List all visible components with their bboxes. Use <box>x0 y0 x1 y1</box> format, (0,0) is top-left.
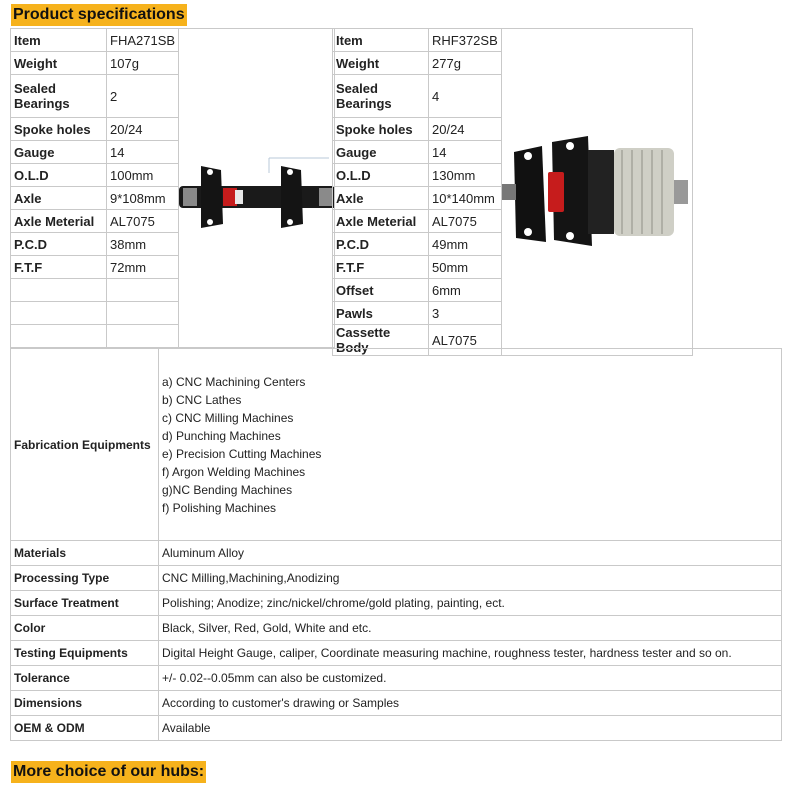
spec-value-pawls: 3 <box>429 302 502 325</box>
attribute-label-testing-equipments: Testing Equipments <box>11 641 159 666</box>
spec-label-spoke-holes: Spoke holes <box>333 118 429 141</box>
attribute-value-dimensions: According to customer's drawing or Samples <box>159 691 782 716</box>
spec-label-axle: Axle <box>11 187 107 210</box>
spec-label-axle: Axle <box>333 187 429 210</box>
spec-label-spoke-holes: Spoke holes <box>11 118 107 141</box>
spec-value-spoke-holes: 20/24 <box>107 118 179 141</box>
attribute-label-materials: Materials <box>11 541 159 566</box>
attribute-row <box>11 666 782 691</box>
attribute-value-materials: Aluminum Alloy <box>159 541 782 566</box>
spec-label-sealed-bearings: Sealed Bearings <box>333 75 429 118</box>
spec-value-f-t-f: 50mm <box>429 256 502 279</box>
attribute-label-oem-odm: OEM & ODM <box>11 716 159 741</box>
spec-label-weight: Weight <box>11 52 107 75</box>
empty-cell <box>107 302 179 325</box>
spec-label-axle-meterial: Axle Meterial <box>11 210 107 233</box>
spec-row <box>333 29 693 52</box>
spec-label-p-c-d: P.C.D <box>11 233 107 256</box>
spec-label-p-c-d: P.C.D <box>333 233 429 256</box>
spec-value-weight: 107g <box>107 52 179 75</box>
spec-value-p-c-d: 38mm <box>107 233 179 256</box>
spec-label-o-l-d: O.L.D <box>333 164 429 187</box>
attribute-value-processing-type: CNC Milling,Machining,Anodizing <box>159 566 782 591</box>
attribute-value-testing-equipments: Digital Height Gauge, caliper, Coordinate measuring machine, roughness tester, hardness tester and so on. <box>159 641 782 666</box>
spec-value-item: RHF372SB <box>429 29 502 52</box>
hub-image-cell <box>179 29 335 348</box>
product-specifications-heading: Product specifications <box>11 4 187 26</box>
attribute-value-tolerance: +/- 0.02--0.05mm can also be customized. <box>159 666 782 691</box>
spec-label-f-t-f: F.T.F <box>11 256 107 279</box>
spec-label-cassette-body: Cassette Body <box>333 325 429 356</box>
spec-value-axle: 10*140mm <box>429 187 502 210</box>
spec-value-spoke-holes: 20/24 <box>429 118 502 141</box>
spec-label-axle-meterial: Axle Meterial <box>333 210 429 233</box>
fabrication-item: f) Polishing Machines <box>162 500 277 515</box>
spec-label-offset: Offset <box>333 279 429 302</box>
spec-label-f-t-f: F.T.F <box>333 256 429 279</box>
fabrication-item: a) CNC Machining Centers <box>162 374 306 389</box>
attribute-row <box>11 541 782 566</box>
hub-image <box>179 29 334 347</box>
attribute-label-color: Color <box>11 616 159 641</box>
spec-value-f-t-f: 72mm <box>107 256 179 279</box>
spec-value-item: FHA271SB <box>107 29 179 52</box>
spec-label-o-l-d: O.L.D <box>11 164 107 187</box>
spec-value-cassette-body: AL7075 <box>429 325 502 356</box>
spec-label-pawls: Pawls <box>333 302 429 325</box>
spec-row <box>11 29 335 52</box>
fabrication-table <box>10 348 782 741</box>
fabrication-item: b) CNC Lathes <box>162 392 242 407</box>
attribute-row <box>11 591 782 616</box>
attribute-label-dimensions: Dimensions <box>11 691 159 716</box>
spec-value-sealed-bearings: 2 <box>107 75 179 118</box>
spec-value-p-c-d: 49mm <box>429 233 502 256</box>
fabrication-row <box>11 349 782 541</box>
empty-cell <box>11 279 107 302</box>
fabrication-item: d) Punching Machines <box>162 428 281 443</box>
front-hub-spec-table <box>10 28 335 348</box>
fabrication-list-cell <box>159 349 782 541</box>
spec-label-item: Item <box>11 29 107 52</box>
attribute-row <box>11 716 782 741</box>
more-hubs-heading: More choice of our hubs: <box>11 761 206 783</box>
spec-value-gauge: 14 <box>429 141 502 164</box>
fabrication-item: e) Precision Cutting Machines <box>162 446 322 461</box>
spec-value-o-l-d: 100mm <box>107 164 179 187</box>
spec-label-item: Item <box>333 29 429 52</box>
attribute-value-surface-treatment: Polishing; Anodize; zinc/nickel/chrome/gold plating, painting, ect. <box>159 591 782 616</box>
attribute-label-processing-type: Processing Type <box>11 566 159 591</box>
spec-value-axle: 9*108mm <box>107 187 179 210</box>
spec-value-gauge: 14 <box>107 141 179 164</box>
empty-cell <box>11 325 107 348</box>
empty-cell <box>11 302 107 325</box>
fabrication-item: c) CNC Milling Machines <box>162 410 294 425</box>
attribute-row <box>11 616 782 641</box>
spec-label-weight: Weight <box>333 52 429 75</box>
empty-cell <box>107 279 179 302</box>
hub-image-cell <box>501 29 692 356</box>
spec-label-gauge: Gauge <box>333 141 429 164</box>
attribute-value-oem-odm: Available <box>159 716 782 741</box>
attribute-row <box>11 566 782 591</box>
spec-value-axle-meterial: AL7075 <box>429 210 502 233</box>
spec-value-sealed-bearings: 4 <box>429 75 502 118</box>
fabrication-item: g)NC Bending Machines <box>162 482 293 497</box>
spec-value-offset: 6mm <box>429 279 502 302</box>
spec-value-o-l-d: 130mm <box>429 164 502 187</box>
rear-hub-photo <box>502 29 692 355</box>
hub-image <box>502 29 692 355</box>
empty-cell <box>107 325 179 348</box>
rear-hub-spec-table <box>332 28 693 356</box>
spec-value-axle-meterial: AL7075 <box>107 210 179 233</box>
spec-label-sealed-bearings: Sealed Bearings <box>11 75 107 118</box>
spec-value-weight: 277g <box>429 52 502 75</box>
fabrication-list <box>162 373 778 517</box>
attribute-label-surface-treatment: Surface Treatment <box>11 591 159 616</box>
front-hub-photo <box>179 29 334 347</box>
attribute-value-color: Black, Silver, Red, Gold, White and etc. <box>159 616 782 641</box>
attribute-label-tolerance: Tolerance <box>11 666 159 691</box>
spec-label-gauge: Gauge <box>11 141 107 164</box>
attribute-row <box>11 641 782 666</box>
fabrication-label: Fabrication Equipments <box>11 349 159 541</box>
attribute-row <box>11 691 782 716</box>
fabrication-item: f) Argon Welding Machines <box>162 464 306 479</box>
